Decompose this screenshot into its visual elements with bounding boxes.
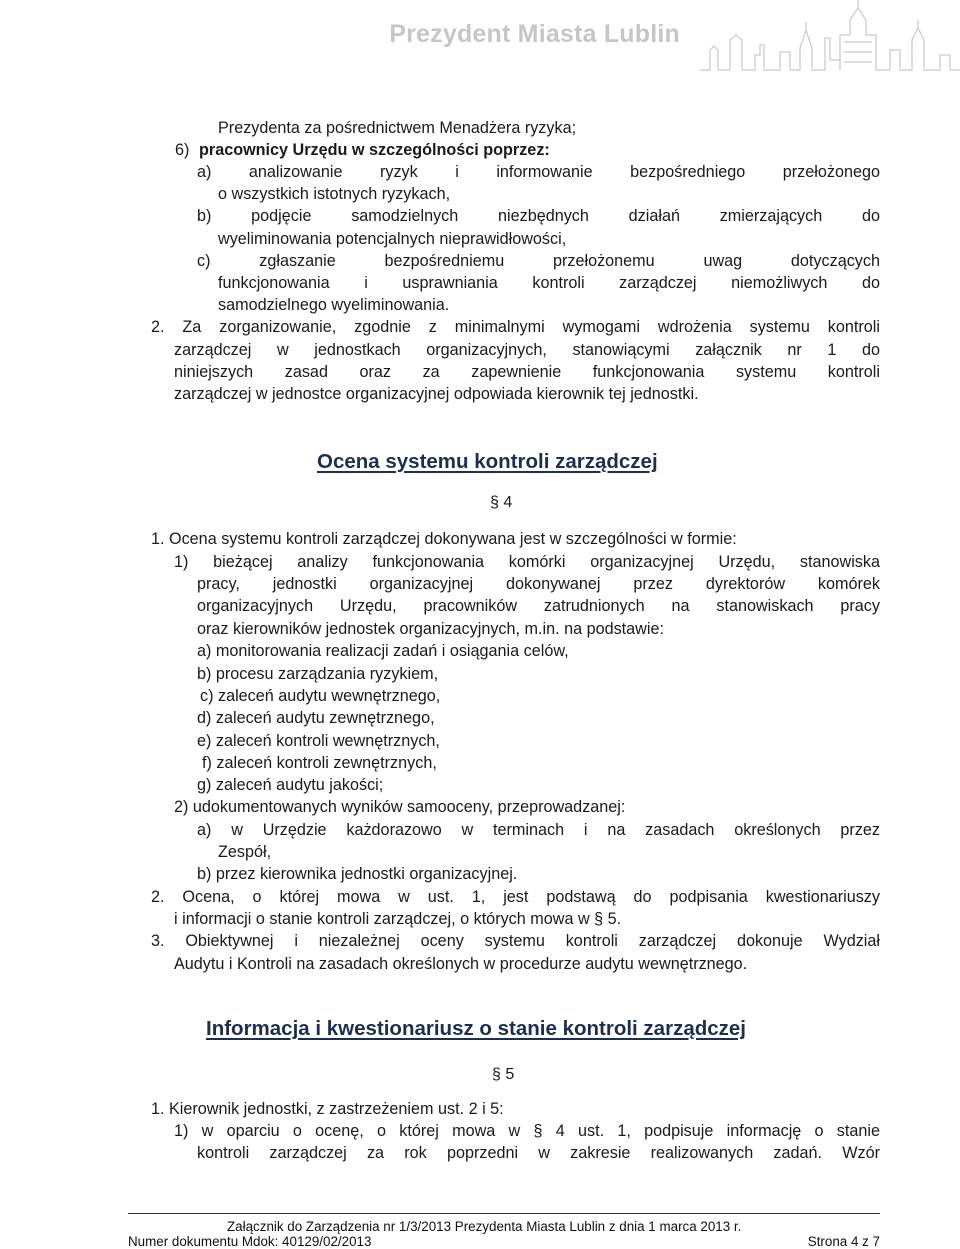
text-line: 1) bieżącej analizy funkcjonowania komórki organizacyjnej Urzędu, stanowiska [174,553,880,571]
text-line: c) zgłaszanie bezpośredniemu przełożonemu uwag dotyczących [197,252,880,270]
text-line-bold: pracownicy Urzędu w szczególności poprzez: [199,141,550,159]
text-line: wyeliminowania potencjalnych nieprawidłowości, [218,230,567,248]
text-line: 3. Obiektywnej i niezależnej oceny systemu kontroli zarządczej dokonuje Wydział [151,932,880,950]
text-line: samodzielnego wyeliminowania. [218,296,450,314]
list-item: f) zaleceń kontroli zewnętrznych, [202,754,437,772]
text-line: funkcjonowania i usprawniania kontroli zarządczej niemożliwych do [218,274,880,292]
text-line: Prezydenta za pośrednictwem Menadżera ryzyka; [218,119,577,137]
text-line: niniejszych zasad oraz za zapewnienie funkcjonowania systemu kontroli [174,363,880,381]
footer-page-number: Strona 4 z 7 [807,1234,880,1249]
section-heading: Ocena systemu kontroli zarządczej [317,450,658,473]
footer-divider [128,1213,880,1214]
list-item: c) zaleceń audytu wewnętrznego, [200,687,441,705]
section-heading: Informacja i kwestionariusz o stanie kontroli zarządczej [206,1017,746,1040]
text-line: zarządczej w jednostce organizacyjnej odpowiada kierownik tej jednostki. [174,385,699,403]
list-item: a) monitorowania realizacji zadań i osiągania celów, [197,642,569,660]
list-item: e) zaleceń kontroli wewnętrznych, [197,732,440,750]
text-line: Zespół, [218,843,272,861]
text-line: pracy, jednostki organizacyjnej dokonywanej przez dyrektorów komórek [197,575,880,593]
text-line: 2. Ocena, o której mowa w ust. 1, jest podstawą do podpisania kwestionariuszy [151,888,880,906]
text-line: oraz kierowników jednostek organizacyjnych, m.in. na podstawie: [197,620,664,638]
paragraph-number: § 4 [490,494,513,511]
text-line: zarządczej w jednostkach organizacyjnych, stanowiącymi załącznik nr 1 do [174,341,880,359]
header-title: Prezydent Miasta Lublin [389,20,680,48]
list-item: b) procesu zarządzania ryzykiem, [197,665,439,683]
text-line: 2) udokumentowanych wyników samooceny, przeprowadzanej: [174,798,626,816]
text-line: 1. Ocena systemu kontroli zarządczej dokonywana jest w szczególności w formie: [151,530,737,548]
text-line: organizacyjnych Urzędu, pracowników zatrudnionych na stanowiskach pracy [197,597,880,615]
list-item: g) zaleceń audytu jakości; [197,776,384,794]
text-line: 1) w oparciu o ocenę, o której mowa w § 4 ust. 1, podpisuje informację o stanie [174,1122,880,1140]
paragraph-number: § 5 [492,1066,515,1083]
text-line: o wszystkich istotnych ryzykach, [218,185,451,203]
city-skyline-logo [700,0,960,85]
text-line: i informacji o stanie kontroli zarządczej, o których mowa w § 5. [174,910,622,928]
text-line: b) przez kierownika jednostki organizacyjnej. [197,865,518,883]
text-line: 2. Za zorganizowanie, zgodnie z minimalnymi wymogami wdrożenia systemu kontroli [151,318,880,336]
text-line: kontroli zarządczej za rok poprzedni w zakresie realizowanych zadań. Wzór [197,1144,880,1162]
footer-document-number: Numer dokumentu Mdok: 40129/02/2013 [128,1234,372,1249]
text-line: b) podjęcie samodzielnych niezbędnych działań zmierzających do [197,207,880,225]
text-line: a) analizowanie ryzyk i informowanie bezpośredniego przełożonego [197,163,880,181]
text-line: 1. Kierownik jednostki, z zastrzeżeniem ust. 2 i 5: [151,1100,504,1118]
text-line: Audytu i Kontroli na zasadach określonych w procedurze audytu wewnętrznego. [174,955,748,973]
footer-attachment-note: Załącznik do Zarządzenia nr 1/3/2013 Prezydenta Miasta Lublin z dnia 1 marca 2013 r. [227,1219,742,1234]
list-item: d) zaleceń audytu zewnętrznego, [197,709,435,727]
list-number: 6) [175,141,190,159]
text-line: a) w Urzędzie każdorazowo w terminach i na zasadach określonych przez [197,821,880,839]
